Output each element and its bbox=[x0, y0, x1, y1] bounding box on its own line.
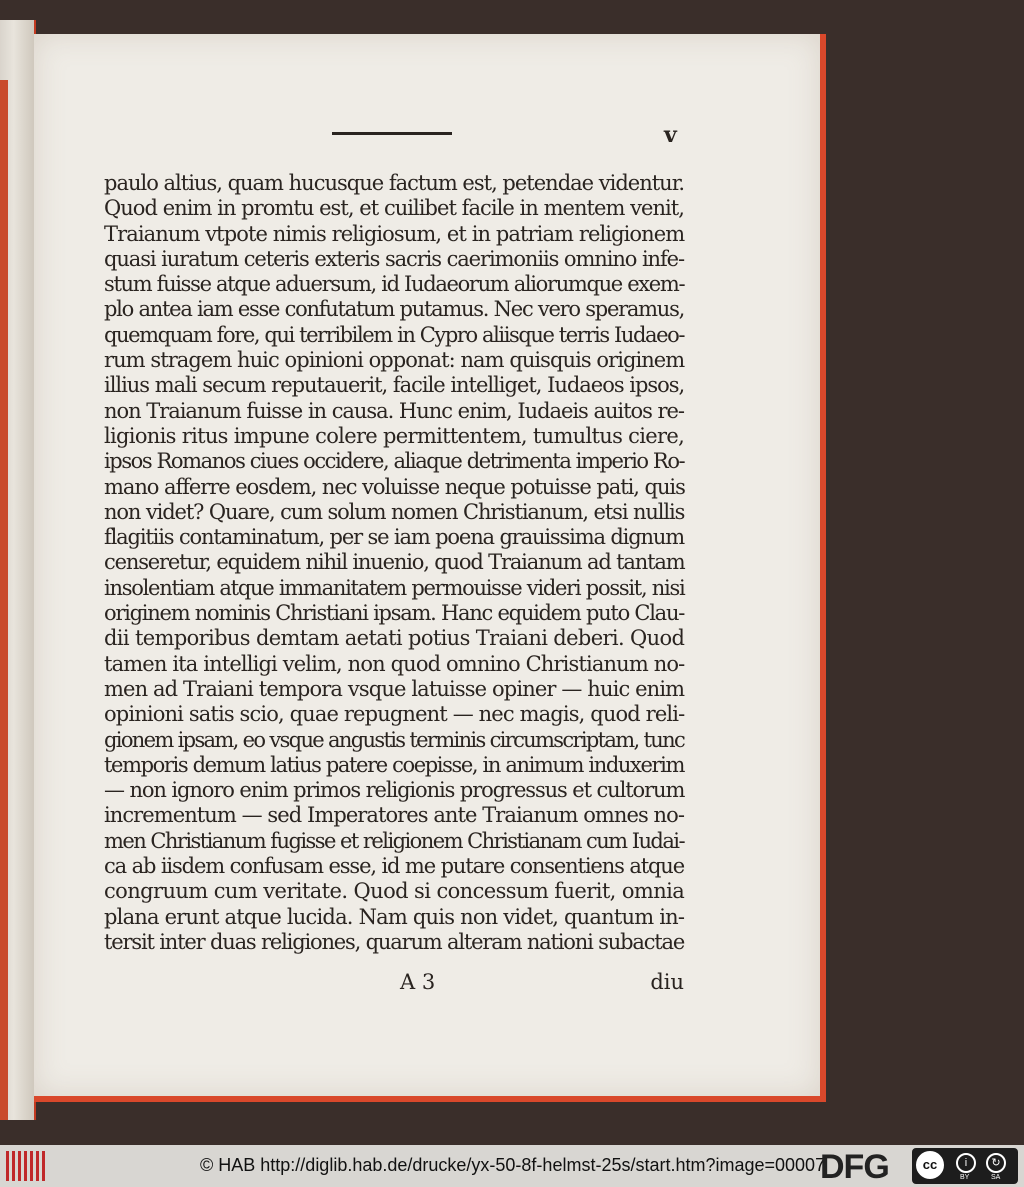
text-line: men Christianum fugisse et religionem Christianam cum Iudai- bbox=[104, 828, 684, 853]
copyright-link[interactable]: © HAB http://diglib.hab.de/drucke/yx-50-8f-helmst-25s/start.htm?image=00007 bbox=[200, 1155, 826, 1175]
red-page-edge bbox=[0, 80, 8, 1120]
text-line: quasi iuratum ceteris exteris sacris caerimoniis omnino infe- bbox=[104, 246, 684, 271]
catchword: diu bbox=[650, 970, 684, 994]
text-line: congruum cum veritate. Quod si concessum fuerit, omnia bbox=[104, 879, 685, 904]
text-line: tamen ita intelligi velim, non quod omnino Christianum no- bbox=[104, 651, 685, 676]
text-line: temporis demum latius patere coepisse, in animum induxerim bbox=[104, 752, 684, 777]
text-line: mano afferre eosdem, nec voluisse neque potuisse pati, quis bbox=[104, 474, 685, 499]
page-number: v bbox=[664, 122, 677, 148]
text-line: dii temporibus demtam aetati potius Traiani deberi. Quod bbox=[104, 626, 685, 651]
page-footer bbox=[104, 970, 684, 998]
attribution-icon: i bbox=[956, 1153, 976, 1173]
signature-mark: A 3 bbox=[400, 970, 436, 994]
text-line: gionem ipsam, eo vsque angustis terminis circumscriptam, tunc bbox=[104, 727, 685, 752]
text-line: plana erunt atque lucida. Nam quis non videt, quantum in- bbox=[104, 904, 685, 929]
facing-page-edge bbox=[0, 20, 36, 1120]
share-alike-icon: ↻ bbox=[986, 1153, 1006, 1173]
text-line: illius mali secum reputauerit, facile intelliget, Iudaeos ipsos, bbox=[104, 373, 685, 398]
text-line: ca ab iisdem confusam esse, id me putare consentiens atque bbox=[104, 854, 684, 879]
book-page bbox=[34, 34, 826, 1102]
text-line: ipsos Romanos ciues occidere, aliaque detrimenta imperio Ro- bbox=[104, 449, 685, 474]
text-line: tersit inter duas religiones, quarum alteram nationi subactae bbox=[104, 929, 685, 954]
text-line: opinioni satis scio, quae repugnent — nec magis, quod reli- bbox=[104, 702, 685, 727]
copyright-bar bbox=[0, 1145, 1024, 1187]
text-line: men ad Traiani tempora vsque latuisse opiner — huic enim bbox=[104, 676, 685, 701]
text-line: originem nominis Christiani ipsam. Hanc equidem puto Clau- bbox=[104, 601, 685, 626]
text-line: flagitiis contaminatum, per se iam poena grauissima dignum bbox=[104, 525, 684, 550]
text-line: censeretur, equidem nihil inuenio, quod Traianum ad tantam bbox=[104, 550, 685, 575]
text-line: ligionis ritus impune colere permittentem, tumultus ciere, bbox=[104, 423, 685, 448]
text-line: stum fuisse atque aduersum, id Iudaeorum aliorumque exem- bbox=[104, 272, 685, 297]
text-line: rum stragem huic opinioni opponat: nam quisquis originem bbox=[104, 348, 685, 373]
text-line: Traianum vtpote nimis religiosum, et in patriam religionem bbox=[104, 221, 685, 246]
by-label: BY bbox=[960, 1174, 970, 1181]
header-rule bbox=[332, 132, 452, 135]
page-text bbox=[104, 171, 684, 955]
dfg-logo: DFG bbox=[820, 1148, 889, 1186]
text-line: insolentiam atque immanitatem permouisse videri possit, nisi bbox=[104, 575, 685, 600]
text-line: plo antea iam esse confutatum putamus. Nec vero speramus, bbox=[104, 297, 684, 322]
cc-icon: cc bbox=[916, 1151, 944, 1179]
text-line: — non ignoro enim primos religionis progressus et cultorum bbox=[104, 778, 685, 803]
sa-label: SA bbox=[991, 1174, 1001, 1181]
text-line: Quod enim in promtu est, et cuilibet facile in mentem venit, bbox=[104, 196, 684, 221]
text-line: incrementum — sed Imperatores ante Traianum omnes no- bbox=[104, 803, 684, 828]
text-line: paulo altius, quam hucusque factum est, petendae videntur. bbox=[104, 171, 685, 195]
text-line: quemquam fore, qui terribilem in Cypro aliisque terris Iudaeo- bbox=[104, 322, 684, 347]
cc-license-badge[interactable] bbox=[912, 1148, 1018, 1184]
text-line: non Traianum fuisse in causa. Hunc enim, Iudaeis auitos re- bbox=[104, 398, 684, 423]
text-line: non videt? Quare, cum solum nomen Christianum, etsi nullis bbox=[104, 499, 685, 524]
library-logo-icon bbox=[6, 1151, 48, 1181]
